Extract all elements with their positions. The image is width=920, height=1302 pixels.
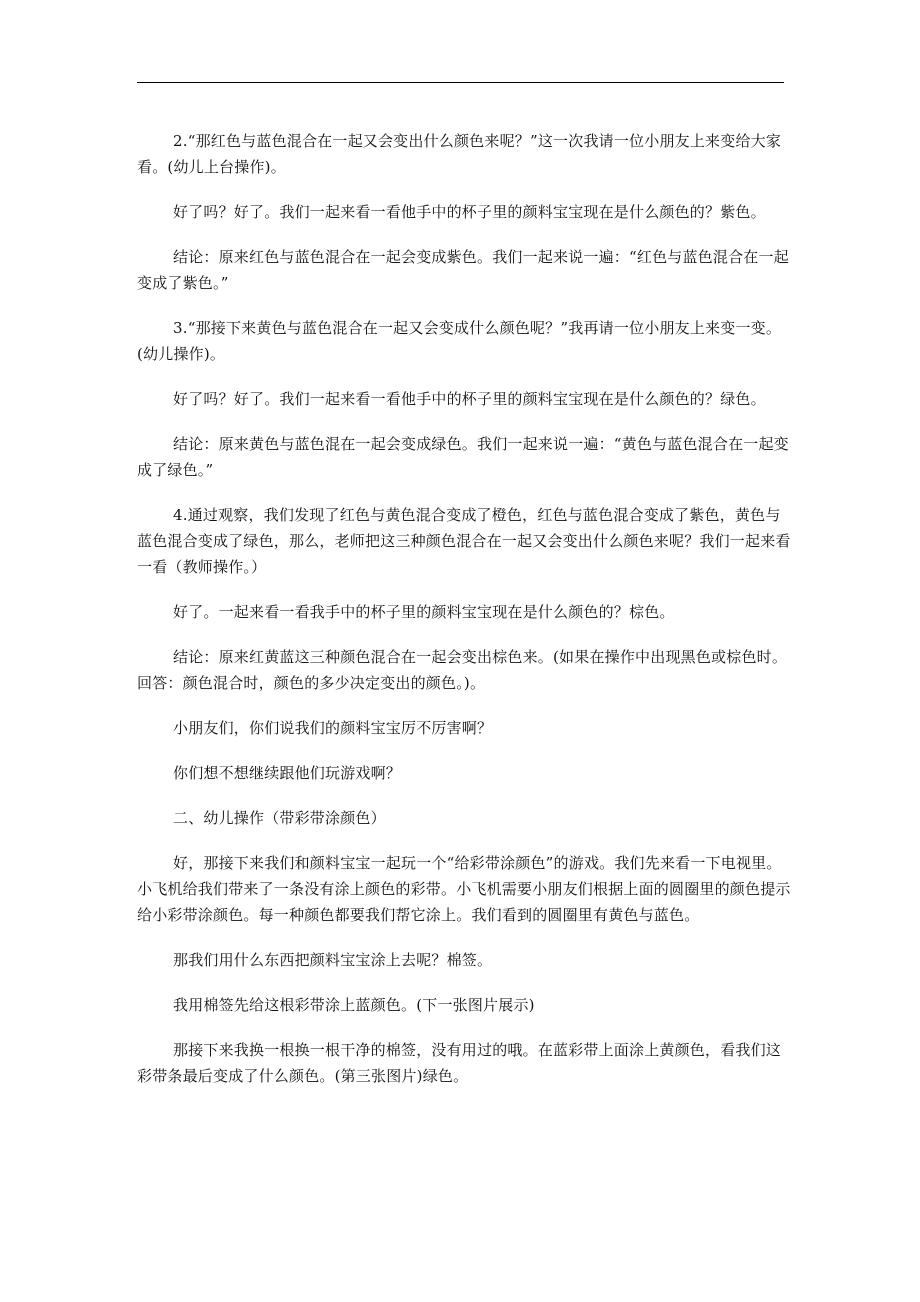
- paragraph: 结论：原来红黄蓝这三种颜色混合在一起会变出棕色来。(如果在操作中出现黑色或棕色时。回答：颜色混合时，颜色的多少决定变出的颜色。)。: [137, 648, 788, 692]
- paragraph: 4.通过观察，我们发现了红色与黄色混合变成了橙色，红色与蓝色混合变成了紫色，黄色与蓝色混合变成了绿色，那么，老师把这三种颜色混合在一起又会变出什么颜色来呢？我们一起来看一看（教师操作。）: [137, 506, 791, 576]
- paragraph: 好了。一起来看一看我手中的杯子里的颜料宝宝现在是什么颜色的？棕色。: [173, 603, 675, 621]
- paragraph: 你们想不想继续跟他们玩游戏啊？: [173, 764, 402, 782]
- paragraph: 小朋友们，你们说我们的颜料宝宝厉不厉害啊？: [173, 719, 493, 737]
- paragraph: 好了吗？好了。我们一起来看一看他手中的杯子里的颜料宝宝现在是什么颜色的？绿色。: [173, 390, 766, 408]
- paragraph: 好了吗？好了。我们一起来看一看他手中的杯子里的颜料宝宝现在是什么颜色的？紫色。: [173, 203, 766, 221]
- paragraph: 结论：原来红色与蓝色混合在一起会变成紫色。我们一起来说一遍：“红色与蓝色混合在一起变成了紫色。”: [137, 248, 789, 292]
- paragraph: 那我们用什么东西把颜料宝宝涂上去呢？棉签。: [173, 951, 493, 969]
- document-body: [137, 128, 792, 1108]
- paragraph: 我用棉签先给这根彩带涂上蓝颜色。(下一张图片展示): [173, 996, 535, 1014]
- paragraph: 那接下来我换一根换一根干净的棉签，没有用过的哦。在蓝彩带上面涂上黄颜色，看我们这彩带条最后变成了什么颜色。(第三张图片)绿色。: [137, 1041, 782, 1085]
- paragraph: 结论：原来黄色与蓝色混在一起会变成绿色。我们一起来说一遍：“黄色与蓝色混合在一起变成了绿色。”: [137, 435, 789, 479]
- paragraph: 2.“那红色与蓝色混合在一起又会变出什么颜色来呢？”这一次我请一位小朋友上来变给大家看。(幼儿上台操作)。: [137, 132, 782, 176]
- paragraph: 3.“那接下来黄色与蓝色混合在一起又会变成什么颜色呢？”我再请一位小朋友上来变一变。(幼儿操作)。: [137, 319, 782, 363]
- header-rule: [137, 82, 784, 83]
- paragraph: 好，那接下来我们和颜料宝宝一起玩一个“给彩带涂颜色”的游戏。我们先来看一下电视里。小飞机给我们带来了一条没有涂上颜色的彩带。小飞机需要小朋友们根据上面的圆圈里的颜色提示给小彩带涂颜色。每一种颜色都要我们帮它涂上。我们看到的圆圈里有黄色与蓝色。: [137, 854, 791, 924]
- section-heading: 二、幼儿操作（带彩带涂颜色）: [173, 809, 386, 827]
